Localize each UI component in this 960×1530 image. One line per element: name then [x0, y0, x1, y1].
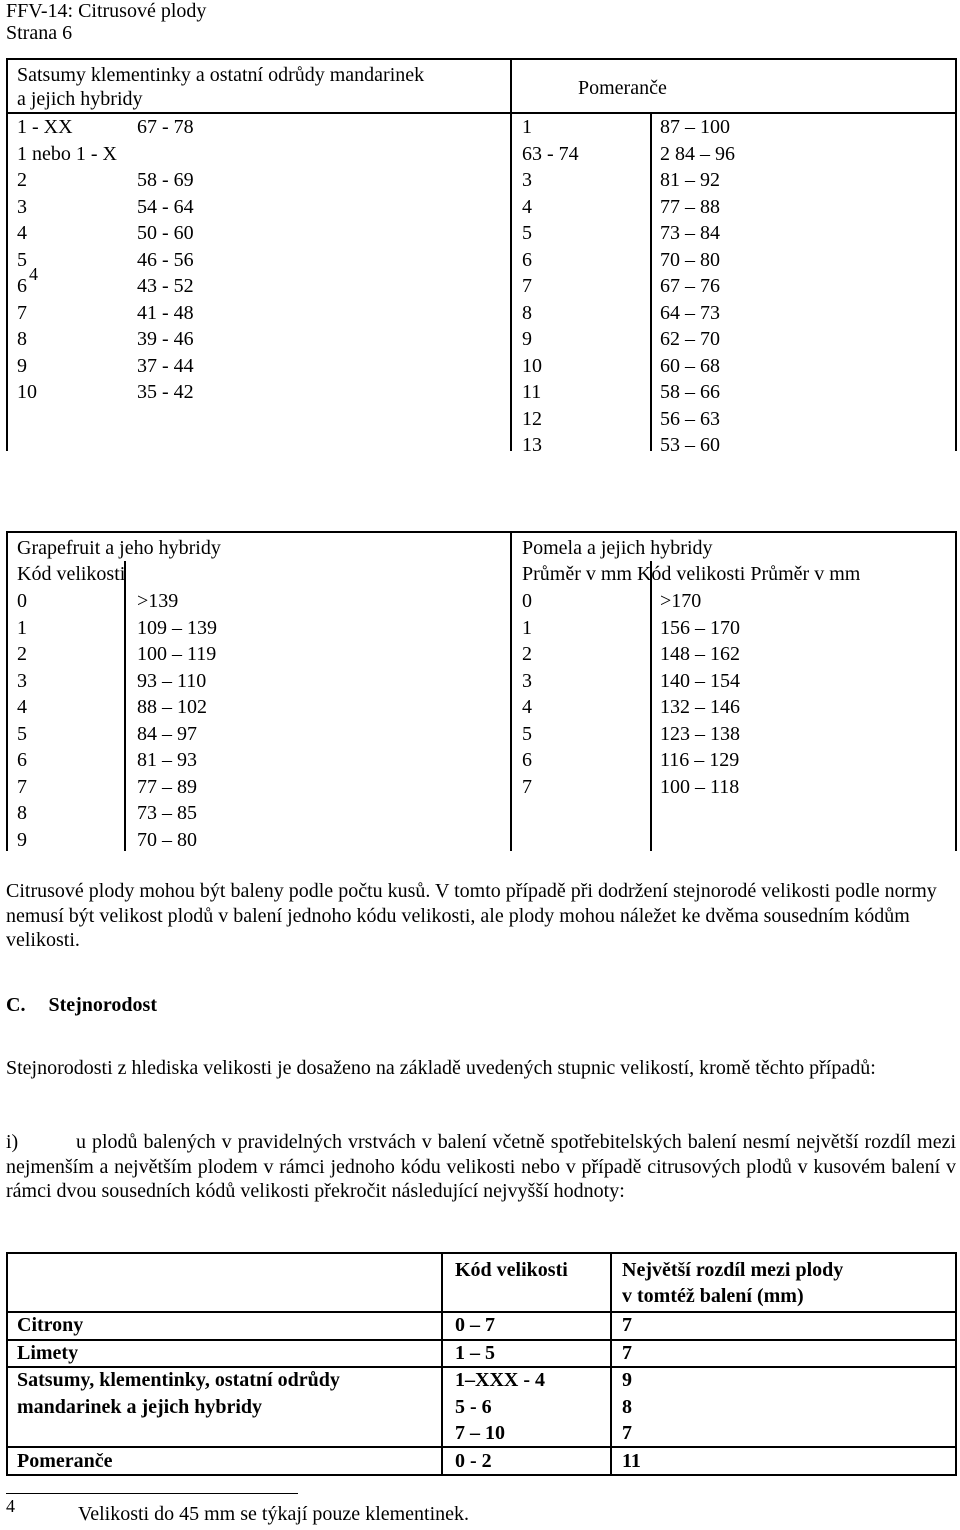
orange-size-r5-c1: 70 – 80	[660, 248, 720, 271]
row-code-limes: 1 – 5	[455, 1342, 495, 1364]
pomelo-size-r7-c0: 7	[522, 775, 532, 798]
grapefruit-size-r0-c1: >139	[137, 590, 179, 612]
orange-size-r7-c0: 8	[522, 301, 532, 324]
row-diff-mandarins: 9 8 7	[622, 1369, 632, 1444]
exception-text: u plodů balených v pravidelných vrstvách v balení včetně spotřebitelských balení nesmí největší rozdíl mezi nejmenším a největším plodem v rámci jednoho kódu velikosti nebo v případě citrusových plodů v kusovém balení v rámci dvou sousedních kódů velikosti překročit následující nejvyšší hodnoty:	[6, 1131, 956, 1202]
row-name-mandarins: Satsumy, klementinky, ostatní odrůdy mandarinek a jejich hybridy	[17, 1369, 340, 1418]
row-diff-limes: 7	[622, 1342, 632, 1364]
orange-size-r8-c0: 9	[522, 328, 532, 350]
footnote-number: 4	[6, 1496, 15, 1516]
grapefruit-size-r6-c0: 6	[17, 749, 27, 771]
pomelo-size-r0-c0: 0	[522, 590, 532, 612]
row-name-lemons: Citrony	[17, 1314, 84, 1336]
row-code-lemons: 0 – 7	[455, 1314, 495, 1336]
pomelo-size-r6-c1: 116 – 129	[660, 749, 740, 771]
row-diff-lemons: 7	[622, 1314, 632, 1336]
page-number: Strana 6	[6, 22, 73, 44]
orange-size-r0-c0: 1	[522, 116, 532, 138]
pomelo-size-r4-c0: 4	[522, 696, 532, 718]
row-code-oranges: 0 - 2	[455, 1450, 492, 1472]
document-header	[6, 0, 206, 44]
mandarin-size-r5-c1: 46 - 56	[137, 248, 194, 271]
orange-size-r8-c1: 62 – 70	[660, 328, 720, 350]
mandarins-header: Satsumy klementinky a ostatní odrůdy mandarinek a jejich hybridy	[17, 64, 425, 110]
orange-size-r7-c1: 64 – 73	[660, 301, 720, 324]
grapefruit-size-r4-c0: 4	[17, 696, 27, 718]
orange-size-r4-c1: 73 – 84	[660, 222, 720, 244]
pomelo-size-r4-c1: 132 – 146	[660, 696, 740, 718]
orange-size-r6-c0: 7	[522, 275, 532, 297]
row-name-limes: Limety	[17, 1342, 79, 1364]
grapefruit-title: Grapefruit a jeho hybridy	[17, 537, 221, 559]
mandarin-size-r4-c0: 4	[17, 222, 27, 244]
footnote-separator	[6, 1493, 298, 1494]
grapefruit-size-r1-c1: 109 – 139	[137, 616, 217, 639]
footnote-text: Velikosti do 45 mm se týkají pouze klementinek.	[78, 1503, 470, 1525]
orange-size-r9-c0: 10	[522, 354, 542, 377]
grapefruit-size-r1-c0: 1	[17, 616, 27, 639]
grapefruit-size-r9-c1: 70 – 80	[137, 828, 197, 851]
pomelo-size-r3-c1: 140 – 154	[660, 669, 740, 692]
orange-size-r10-c1: 58 – 66	[660, 381, 720, 403]
grapefruit-size-r4-c1: 88 – 102	[137, 696, 207, 718]
pomelo-size-r3-c0: 3	[522, 669, 532, 692]
orange-size-r3-c1: 77 – 88	[660, 195, 720, 218]
mandarin-size-r10-c1: 35 - 42	[137, 381, 194, 403]
oranges-header: Pomeranče	[578, 77, 667, 99]
grapefruit-size-r3-c0: 3	[17, 669, 27, 692]
grapefruit-size-r3-c1: 93 – 110	[137, 669, 207, 692]
pomelo-subtitle: Průměr v mm Kód velikosti Průměr v mm	[522, 563, 861, 585]
mandarin-size-r1-c0: 1 nebo 1 - X	[17, 142, 117, 165]
mandarin-size-r10-c0: 10	[17, 381, 37, 403]
orange-size-r11-c1: 56 – 63	[660, 407, 720, 430]
mandarin-size-r9-c0: 9	[17, 354, 27, 377]
grapefruit-size-r8-c1: 73 – 85	[137, 802, 197, 824]
mandarin-size-r9-c1: 37 - 44	[137, 354, 194, 377]
mandarin-size-r5-c0: 5	[17, 248, 27, 271]
uniformity-paragraph: Stejnorodosti z hlediska velikosti je dosaženo na základě uvedených stupnic velikostí, kromě těchto případů:	[6, 1057, 876, 1079]
mandarin-size-r6-c1: 43 - 52	[137, 275, 194, 297]
mandarin-size-r3-c1: 54 - 64	[137, 195, 194, 218]
row-code-mandarins: 1–XXX - 4 5 - 6 7 – 10	[455, 1369, 545, 1444]
pomelo-title: Pomela a jejich hybridy	[522, 537, 713, 559]
pomelo-size-r1-c1: 156 – 170	[660, 616, 740, 639]
row-diff-oranges: 11	[622, 1450, 641, 1472]
mandarin-size-r6-c0: 6	[17, 275, 27, 297]
mandarin-size-r4-c1: 50 - 60	[137, 222, 194, 244]
packing-by-count-paragraph: Citrusové plody mohou být baleny podle počtu kusů. V tomto případě při dodržení stejnorodé velikosti podle normy nemusí být velikost plodů v balení jednoho kódu velikosti, ale plody mohou náležet ke dvěma sousedním kódům velikosti.	[6, 880, 937, 951]
list-marker: i)	[6, 1131, 19, 1153]
grapefruit-size-r9-c0: 9	[17, 828, 27, 851]
orange-size-r10-c0: 11	[522, 381, 542, 403]
orange-size-r3-c0: 4	[522, 195, 532, 218]
grapefruit-size-r5-c1: 84 – 97	[137, 722, 197, 745]
grapefruit-size-r0-c0: 0	[17, 590, 27, 612]
section-c-heading	[6, 992, 157, 1018]
grapefruit-size-r2-c0: 2	[17, 643, 27, 665]
uniformity-exception-paragraph	[6, 1130, 956, 1204]
mandarin-size-r2-c1: 58 - 69	[137, 169, 194, 191]
footnote-reference-mark: 4	[29, 264, 38, 284]
orange-size-r2-c1: 81 – 92	[660, 169, 720, 191]
pomelo-size-r2-c0: 2	[522, 643, 532, 665]
orange-size-r12-c1: 53 – 60	[660, 434, 720, 456]
mandarin-size-r3-c0: 3	[17, 195, 27, 218]
orange-size-r5-c0: 6	[522, 248, 532, 271]
orange-size-r2-c0: 3	[522, 169, 532, 191]
pomelo-size-r5-c0: 5	[522, 722, 532, 745]
orange-size-r9-c1: 60 – 68	[660, 354, 720, 377]
row-name-oranges: Pomeranče	[17, 1450, 113, 1472]
orange-size-r0-c1: 87 – 100	[660, 116, 730, 138]
orange-size-r1-c0: 63 - 74	[522, 142, 579, 165]
header-size-code: Kód velikosti	[455, 1259, 568, 1281]
pomelo-size-r0-c1: >170	[660, 590, 702, 612]
pomelo-size-r7-c1: 100 – 118	[660, 775, 740, 798]
header-max-difference: Největší rozdíl mezi plody v tomtéž balení (mm)	[622, 1259, 844, 1307]
mandarin-size-r7-c1: 41 - 48	[137, 301, 194, 324]
orange-size-r11-c0: 12	[522, 407, 542, 430]
orange-size-r6-c1: 67 – 76	[660, 275, 720, 297]
grapefruit-size-r7-c1: 77 – 89	[137, 775, 197, 798]
mandarin-size-r0-c0: 1 - XX	[17, 116, 73, 138]
mandarin-size-r8-c0: 8	[17, 328, 27, 350]
grapefruit-size-r2-c1: 100 – 119	[137, 643, 217, 665]
mandarin-size-r8-c1: 39 - 46	[137, 328, 194, 350]
document-code: FFV-14: Citrusové plody	[6, 0, 207, 22]
grapefruit-size-r6-c1: 81 – 93	[137, 749, 197, 771]
grapefruit-size-r7-c0: 7	[17, 775, 27, 798]
mandarin-size-r7-c0: 7	[17, 301, 27, 324]
mandarin-size-r0-c1: 67 - 78	[137, 116, 194, 138]
grapefruit-subtitle: Kód velikosti	[17, 563, 126, 585]
orange-size-r12-c0: 13	[522, 434, 542, 456]
pomelo-size-r5-c1: 123 – 138	[660, 722, 740, 745]
grapefruit-size-r8-c0: 8	[17, 802, 27, 824]
pomelo-size-r6-c0: 6	[522, 749, 532, 771]
pomelo-size-r2-c1: 148 – 162	[660, 643, 740, 665]
orange-size-r4-c0: 5	[522, 222, 532, 244]
section-title: Stejnorodost	[48, 994, 157, 1016]
mandarin-size-r2-c0: 2	[17, 169, 27, 191]
pomelo-size-r1-c0: 1	[522, 616, 532, 639]
orange-size-r1-c1: 2 84 – 96	[660, 142, 735, 165]
grapefruit-size-r5-c0: 5	[17, 722, 27, 745]
section-letter: C.	[6, 994, 26, 1016]
